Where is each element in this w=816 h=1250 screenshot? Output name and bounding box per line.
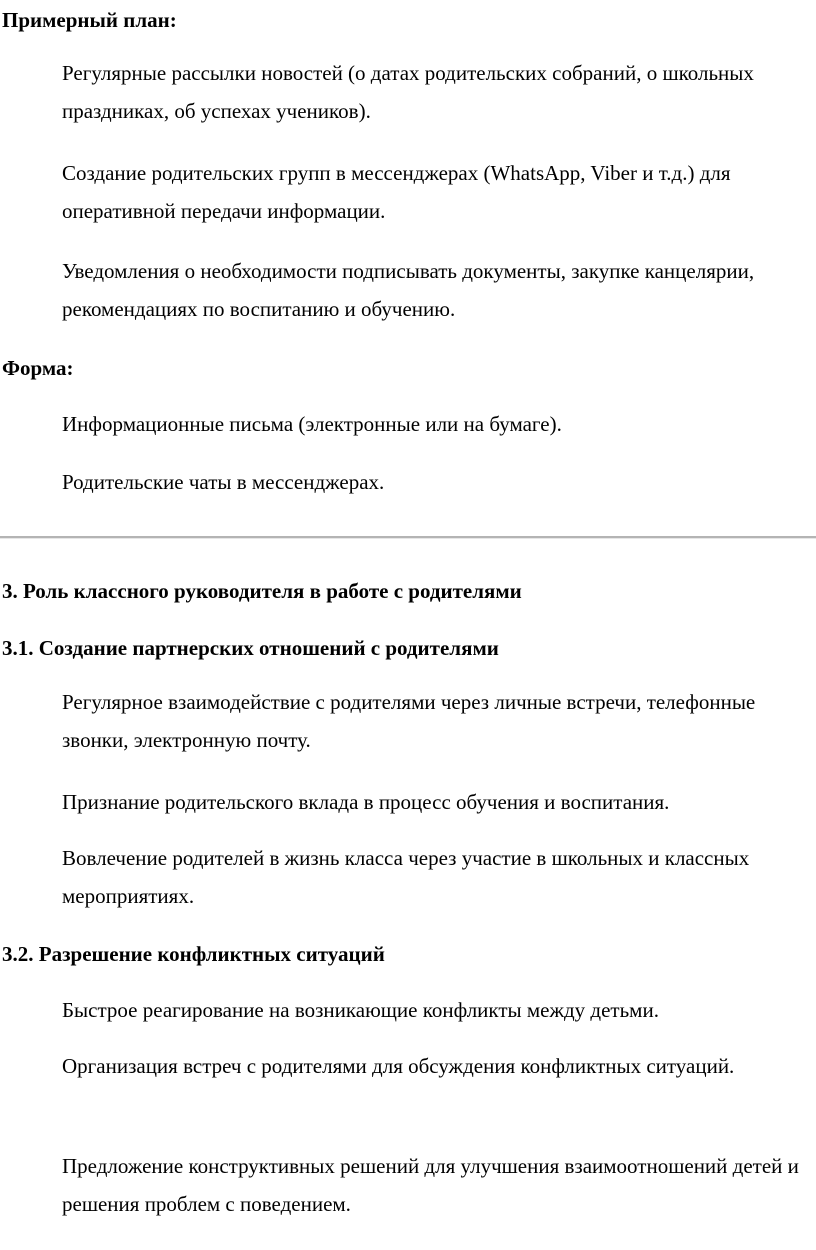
- horizontal-divider: [0, 536, 816, 539]
- partnership-item-interaction: Регулярное взаимодействие с родителями через личные встречи, телефонные звонки, электронную почту.: [62, 690, 756, 752]
- form-item-parent-chats: Родительские чаты в мессенджерах.: [62, 470, 385, 494]
- form-item-letters: Информационные письма (электронные или на бумаге).: [62, 412, 562, 436]
- plan-item-messenger-groups: Создание родительских групп в мессенджерах (WhatsApp, Viber и т.д.) для оперативной передачи информации.: [62, 161, 731, 223]
- conflict-item-reaction: Быстрое реагирование на возникающие конфликты между детьми.: [62, 998, 659, 1022]
- heading-section-3: 3. Роль классного руководителя в работе с родителями: [2, 579, 522, 603]
- conflict-item-solutions: Предложение конструктивных решений для улучшения взаимоотношений детей и решения проблем с поведением.: [62, 1154, 799, 1216]
- heading-form: Форма:: [2, 356, 74, 380]
- heading-example-plan: Примерный план:: [2, 8, 177, 32]
- heading-section-3-2: 3.2. Разрешение конфликтных ситуаций: [2, 942, 385, 966]
- plan-item-notifications: Уведомления о необходимости подписывать документы, закупке канцелярии, рекомендациях по воспитанию и обучению.: [62, 259, 755, 321]
- conflict-item-meetings: Организация встреч с родителями для обсуждения конфликтных ситуаций.: [62, 1054, 735, 1078]
- partnership-item-recognition: Признание родительского вклада в процесс обучения и воспитания.: [62, 790, 670, 814]
- heading-section-3-1: 3.1. Создание партнерских отношений с родителями: [2, 636, 499, 660]
- plan-item-newsletters: Регулярные рассылки новостей (о датах родительских собраний, о школьных праздниках, об успехах учеников).: [62, 61, 754, 123]
- partnership-item-involvement: Вовлечение родителей в жизнь класса через участие в школьных и классных мероприятиях.: [62, 846, 750, 908]
